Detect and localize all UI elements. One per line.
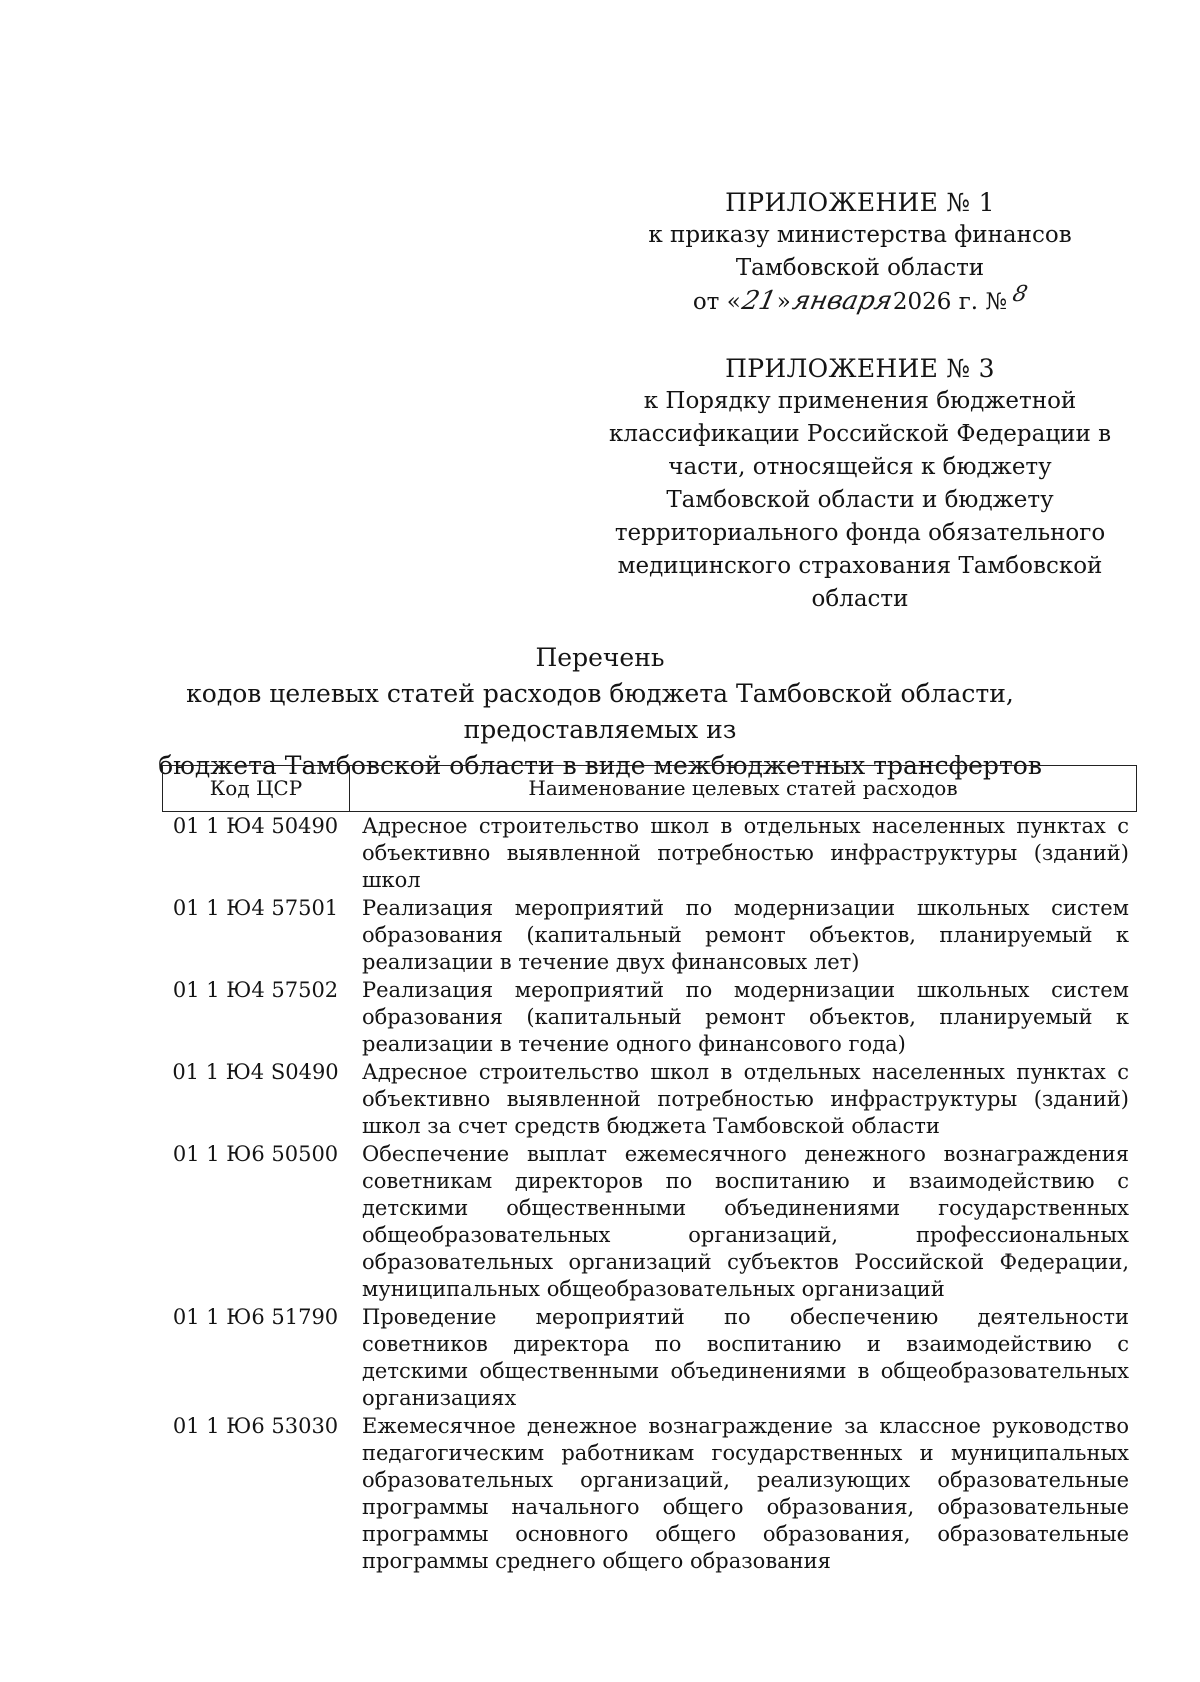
document-subtitle-line-2: бюджета Тамбовской области в виде межбюджетных трансфертов	[158, 751, 1042, 780]
appendix-3-title: ПРИЛОЖЕНИЕ № 3	[725, 354, 995, 383]
appendix-1-title: ПРИЛОЖЕНИЕ № 1	[725, 188, 995, 217]
row-name: Проведение мероприятий по обеспечению деятельности советников директора по воспитанию и взаимодействию с детскими общественными объединениями в общеобразовательных организациях	[362, 1305, 1129, 1410]
row-code: 01 1 Ю4 57501	[172, 896, 339, 920]
appendix-1-line-1: к приказу министерства финансов	[648, 222, 1072, 248]
appendix-1-block	[600, 186, 1120, 319]
appendix-1-line-2: Тамбовской области	[735, 255, 985, 281]
row-code: 01 1 Ю4 57502	[172, 978, 339, 1002]
appendix-3-block	[600, 352, 1120, 616]
row-name: Реализация мероприятий по модернизации школьных систем образования (капитальный ремонт объектов, планируемый к реализации в течение двух финансовых лет)	[362, 896, 1129, 974]
appendix-3-line: классификации Российской Федерации в	[608, 421, 1112, 447]
document-heading	[100, 640, 1100, 784]
table-row	[162, 1304, 1137, 1412]
appendix-3-line: территориального фонда обязательного	[614, 520, 1106, 546]
row-code: 01 1 Ю6 53030	[172, 1414, 339, 1438]
document-title: Перечень	[535, 643, 665, 672]
row-code: 01 1 Ю6 50500	[172, 1142, 339, 1166]
appendix-3-line: к Порядку применения бюджетной	[643, 388, 1077, 414]
handwritten-doc-number: 8	[1010, 282, 1030, 307]
table-row	[162, 1413, 1137, 1575]
row-code: 01 1 Ю6 51790	[172, 1305, 339, 1329]
date-year: 2026 г. №	[892, 289, 1008, 315]
appendix-1-date-line	[692, 282, 1030, 319]
date-mid: »	[776, 289, 791, 315]
row-name: Ежемесячное денежное вознаграждение за классное руководство педагогическим работникам государственных и муниципальных образовательных организаций, реализующих образовательные программы начального общего образования, образовательные программы основного общего образования, образовательные программы среднего общего образования	[362, 1414, 1129, 1573]
handwritten-day: 21	[739, 286, 779, 316]
row-code: 01 1 Ю4 S0490	[172, 1060, 339, 1084]
row-name: Адресное строительство школ в отдельных населенных пунктах с объективно выявленной потребностью инфраструктуры (зданий) школ	[362, 814, 1129, 892]
table-header	[162, 765, 1137, 812]
appendix-3-line: Тамбовской области и бюджету	[666, 487, 1054, 513]
row-name: Адресное строительство школ в отдельных населенных пунктах с объективно выявленной потребностью инфраструктуры (зданий) школ за счет средств бюджета Тамбовской области	[362, 1060, 1129, 1138]
table-row	[162, 1059, 1137, 1140]
appendix-3-line: области	[811, 586, 909, 612]
date-prefix: от «	[692, 289, 741, 315]
row-name: Реализация мероприятий по модернизации школьных систем образования (капитальный ремонт объектов, планируемый к реализации в течение одного финансового года)	[362, 978, 1129, 1056]
table-row	[162, 895, 1137, 976]
codes-table	[162, 765, 1137, 1575]
table-row	[162, 813, 1137, 894]
handwritten-month: января	[789, 286, 896, 316]
appendix-3-line: части, относящейся к бюджету	[668, 454, 1052, 480]
header-code: Код ЦСР	[163, 766, 350, 811]
appendix-3-line: медицинского страхования Тамбовской	[617, 553, 1103, 579]
document-subtitle-line-1: кодов целевых статей расходов бюджета Тамбовской области, предоставляемых из	[186, 679, 1014, 744]
row-name: Обеспечение выплат ежемесячного денежного вознаграждения советникам директоров по воспитанию и взаимодействию с детскими общественными объединениями государственных общеобразовательных организаций, профессиональных образовательных организаций субъектов Российской Федерации, муниципальных общеобразовательных организаций	[362, 1142, 1129, 1301]
table-row	[162, 977, 1137, 1058]
header-name: Наименование целевых статей расходов	[528, 776, 958, 800]
row-code: 01 1 Ю4 50490	[172, 814, 339, 838]
table-row	[162, 1141, 1137, 1303]
